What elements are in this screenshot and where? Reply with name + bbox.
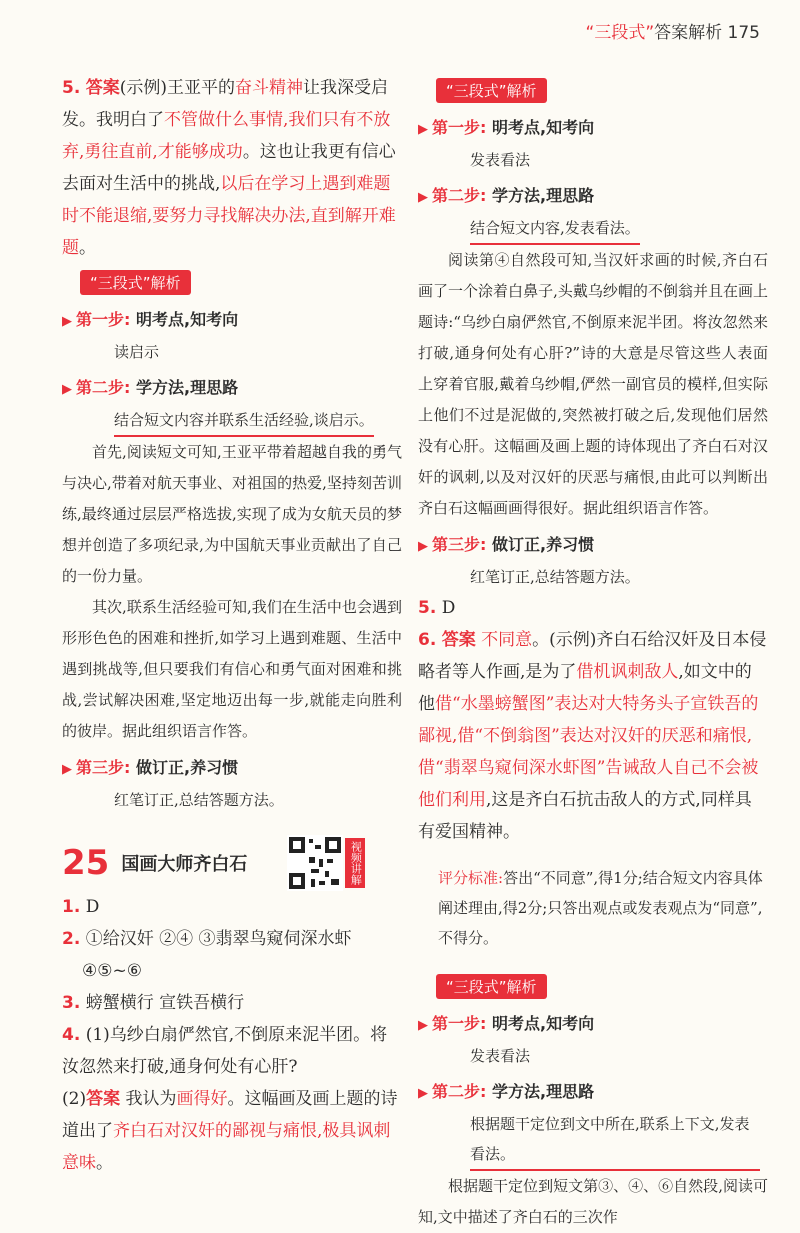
- lesson-title: 国画大师齐白石: [121, 854, 248, 875]
- answer-text: 螃蟹横行 宣铁吾横行: [85, 993, 245, 1013]
- step-3-text: 红笔订正,总结答题方法。: [114, 791, 284, 809]
- answer-label: 答案: [86, 1089, 121, 1109]
- step-1: [418, 115, 768, 143]
- answer-text: ④⑤~⑥: [82, 961, 142, 981]
- step-2-para: 阅读第④自然段可知,当汉奸求画的时候,齐白石画了一个涂着白鼻子,头戴乌纱帽的不倒翁并且在画上题诗:“乌纱白扇俨然官,不倒原来泥半团。将汝忽然来打破,通身何处有心肝?”诗的大意是尽管这些人表面上穿着官服,戴着乌纱帽,俨然一副官员的模样,但实际上他们不过是泥做的,突然被打破之后,发现他们居然没有心肝。这幅画及画上题的诗体现出了齐白石对汉奸的讽刺,以及对汉奸的厌恶与痛恨,由此可以判断出齐白石这幅画画得很好。据此组织语言作答。: [418, 251, 768, 517]
- answer-text: ①给汉奸 ②④ ③翡翠鸟窥伺深水虾: [85, 929, 352, 949]
- answer-2: [62, 923, 402, 987]
- answer-5: [418, 592, 768, 624]
- answer-highlight: 齐白石对汉奸的鄙视与痛恨,极具讽刺意味: [62, 1121, 391, 1173]
- step-title: 学方法,理思路: [491, 1082, 595, 1101]
- step-1: [62, 307, 402, 335]
- step-title: 明考点,知考向: [491, 1014, 595, 1033]
- step-title: 做订正,养习惯: [135, 758, 239, 777]
- scoring-text: 答出“不同意”,得1分;结合短文内容具体阐述理由,得2分;只答出观点或发表观点为“同意”,不得分。: [438, 869, 763, 947]
- step-2-method: 根据题干定位到文中所在,联系上下文,发表看法。: [470, 1109, 760, 1171]
- step-1: [418, 1011, 768, 1039]
- answer-text: ,这是齐白石抗击敌人的方式,同样具有爱国精神。: [418, 790, 752, 842]
- answer-text: ,如文中的他: [418, 662, 752, 714]
- answer-highlight: 画得好: [176, 1089, 228, 1109]
- scoring-criteria: [418, 863, 768, 953]
- step-arrow-icon: ▶: [62, 762, 72, 777]
- answer-5: [62, 72, 402, 264]
- step-1-text: 读启示: [114, 343, 160, 361]
- answer-text: 。: [96, 1153, 113, 1173]
- answer-text: (1)乌纱白扇俨然官,不倒原来泥半团。将汝忽然来打破,通身何处有心肝?: [62, 1025, 388, 1077]
- answer-highlight: 奋斗精神: [234, 78, 303, 98]
- step-2: [418, 183, 768, 211]
- step-2-para: 根据题干定位到短文第③、④、⑥自然段,阅读可知,文中描述了齐白石的三次作: [418, 1177, 768, 1226]
- step-2-para-2: 其次,联系生活经验可知,我们在生活中也会遇到形形色色的困难和挫折,如学习上遇到难题、生活中遇到挑战等,但只要我们有信心和勇气面对困难和挑战,尝试解决困难,坚定地迈出每一步,就能走向胜利的彼岸。据此组织语言作答。: [62, 598, 402, 740]
- item-number: 3.: [62, 993, 81, 1013]
- answer-text: 让我深受启发。我明白了: [62, 78, 388, 130]
- step-1-text: 发表看法: [470, 151, 531, 169]
- step-arrow-icon: ▶: [418, 1018, 428, 1033]
- step-3: [418, 532, 768, 560]
- left-column: [62, 72, 402, 1179]
- answer-highlight: 不管做什么事情,我们只有不放弃,勇往直前,才能够成功: [62, 110, 391, 162]
- scoring-label: 评分标准:: [438, 869, 504, 887]
- answer-text: 我认为: [125, 1089, 177, 1109]
- answer-text: D: [85, 897, 100, 917]
- step-arrow-icon: ▶: [62, 314, 72, 329]
- qr-code-icon[interactable]: [287, 835, 343, 891]
- step-arrow-icon: ▶: [418, 1086, 428, 1101]
- header-quote: “三段式”: [585, 23, 655, 43]
- header-title: 答案解析: [654, 23, 723, 43]
- step-label: 第二步:: [432, 1082, 487, 1101]
- right-column: [418, 72, 768, 1233]
- answer-text: D: [441, 598, 456, 618]
- step-2: [418, 1079, 768, 1107]
- answer-text: (示例)王亚平的: [119, 78, 235, 98]
- answer-label: 答案: [441, 630, 476, 650]
- step-1-text: 发表看法: [470, 1047, 531, 1065]
- page-number: 175: [727, 23, 760, 43]
- step-label: 第二步:: [76, 378, 131, 397]
- answer-text: 。这幅画及画上题的诗道出了: [62, 1089, 398, 1141]
- item-number: 5.: [418, 598, 437, 618]
- answer-highlight: 以后在学习上遇到难题时不能退缩,要努力寻找解决办法,直到解开难题: [62, 174, 396, 258]
- step-title: 学方法,理思路: [135, 378, 239, 397]
- item-number: 4.: [62, 1025, 81, 1045]
- analysis-badge: “三段式”解析: [436, 974, 547, 999]
- answer-label: 答案: [85, 78, 120, 98]
- step-label: 第一步:: [432, 1014, 487, 1033]
- answer-text: 。: [79, 238, 96, 258]
- step-label: 第一步:: [76, 310, 131, 329]
- step-label: 第二步:: [432, 186, 487, 205]
- answer-highlight: 不同意: [481, 630, 533, 650]
- step-label: 第三步:: [76, 758, 131, 777]
- answer-6: [418, 624, 768, 848]
- answer-1: [62, 891, 402, 923]
- step-3: [62, 755, 402, 783]
- item-number: 1.: [62, 897, 81, 917]
- item-number: 6.: [418, 630, 437, 650]
- qr-label: 视频讲解: [345, 838, 365, 888]
- answer-text: (2): [62, 1089, 87, 1109]
- answer-4: [62, 1019, 402, 1179]
- step-2: [62, 375, 402, 403]
- answer-highlight: 借“水墨螃蟹图”表达对大特务头子宣铁吾的鄙视,借“不倒翁图”表达对汉奸的厌恶和痛恨,借“翡翠鸟窥伺深水虾图”告诫敌人自己不会被他们利用: [418, 694, 759, 810]
- analysis-badge: “三段式”解析: [80, 270, 191, 295]
- page-header: [586, 18, 760, 43]
- step-3-text: 红笔订正,总结答题方法。: [470, 568, 640, 586]
- answer-3: [62, 987, 402, 1019]
- answer-text: 。(示例)齐白石给汉奸及日本侵略者等人作画,是为了: [418, 630, 767, 682]
- step-arrow-icon: ▶: [418, 122, 428, 137]
- step-arrow-icon: ▶: [62, 382, 72, 397]
- step-arrow-icon: ▶: [418, 190, 428, 205]
- answer-highlight: 借机讽刺敌人: [576, 662, 679, 682]
- step-label: 第三步:: [432, 535, 487, 554]
- lesson-heading: [62, 835, 402, 891]
- step-title: 明考点,知考向: [491, 118, 595, 137]
- step-2-method: 结合短文内容,发表看法。: [470, 213, 640, 245]
- step-label: 第一步:: [432, 118, 487, 137]
- step-2-para-1: 首先,阅读短文可知,王亚平带着超越自我的勇气与决心,带着对航天事业、对祖国的热爱,坚持刻苦训练,最终通过层层严格选拔,实现了成为女航天员的梦想并创造了多项纪录,为中国航天事业贡献出了自己的一份力量。: [62, 443, 402, 585]
- item-number: 5.: [62, 78, 81, 98]
- step-title: 做订正,养习惯: [491, 535, 595, 554]
- step-title: 学方法,理思路: [491, 186, 595, 205]
- lesson-number: 25: [62, 843, 110, 883]
- analysis-badge: “三段式”解析: [436, 78, 547, 103]
- step-arrow-icon: ▶: [418, 539, 428, 554]
- item-number: 2.: [62, 929, 81, 949]
- answer-text: 。这也让我更有信心去面对生活中的挑战,: [62, 142, 396, 194]
- step-title: 明考点,知考向: [135, 310, 239, 329]
- step-2-method: 结合短文内容并联系生活经验,谈启示。: [114, 405, 374, 437]
